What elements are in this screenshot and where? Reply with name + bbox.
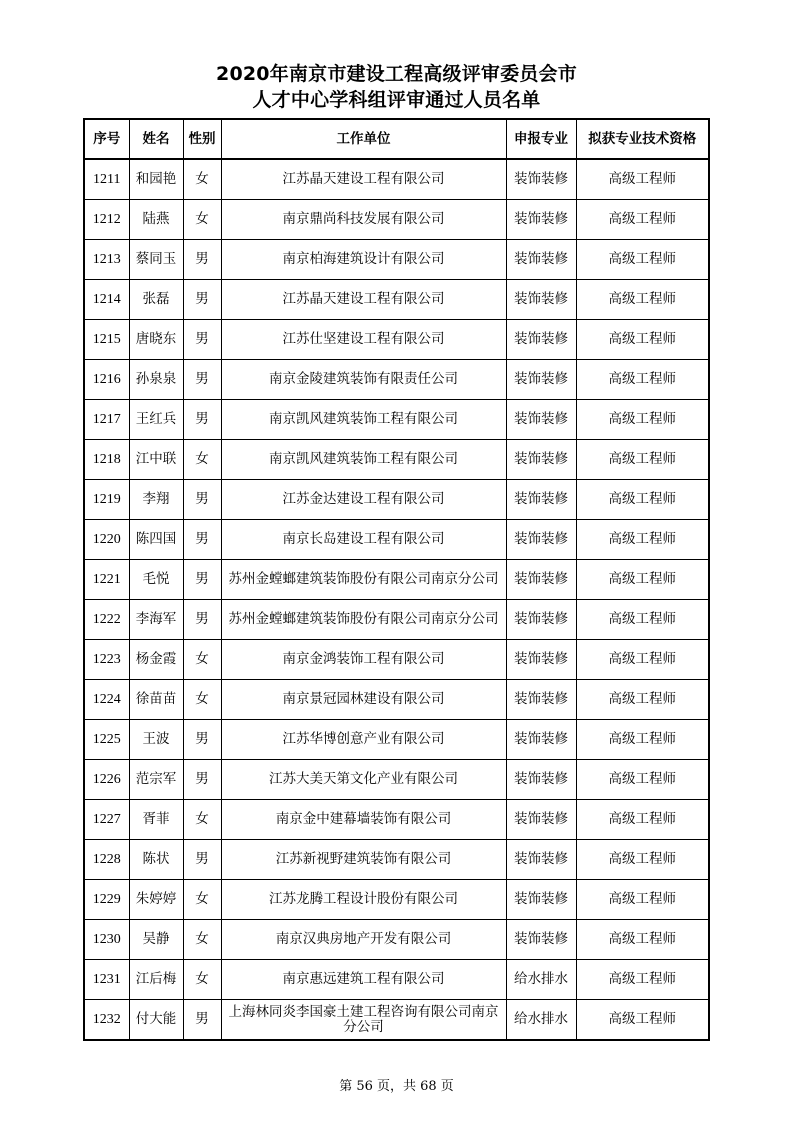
cell-major: 装饰装修 (506, 320, 576, 360)
table-row (84, 840, 709, 880)
cell-company: 苏州金螳螂建筑装饰股份有限公司南京分公司 (221, 560, 506, 600)
cell-major: 装饰装修 (506, 280, 576, 320)
header-qualification: 拟获专业技术资格 (576, 119, 709, 159)
cell-company: 南京凯风建筑装饰工程有限公司 (221, 440, 506, 480)
cell-qualification: 高级工程师 (576, 400, 709, 440)
cell-name: 徐苗苗 (129, 680, 183, 720)
cell-qualification: 高级工程师 (576, 920, 709, 960)
cell-qualification: 高级工程师 (576, 640, 709, 680)
cell-gender: 男 (183, 840, 221, 880)
table-row (84, 800, 709, 840)
cell-gender: 男 (183, 240, 221, 280)
cell-no: 1211 (84, 159, 129, 200)
cell-company: 南京长岛建设工程有限公司 (221, 520, 506, 560)
cell-no: 1226 (84, 760, 129, 800)
cell-qualification: 高级工程师 (576, 480, 709, 520)
cell-major: 给水排水 (506, 960, 576, 1000)
cell-qualification: 高级工程师 (576, 159, 709, 200)
cell-major: 装饰装修 (506, 159, 576, 200)
cell-company: 江苏晶天建设工程有限公司 (221, 280, 506, 320)
table-row (84, 880, 709, 920)
cell-gender: 男 (183, 400, 221, 440)
cell-qualification: 高级工程师 (576, 1000, 709, 1041)
cell-no: 1229 (84, 880, 129, 920)
cell-name: 范宗军 (129, 760, 183, 800)
cell-major: 装饰装修 (506, 200, 576, 240)
cell-company: 上海林同炎李国豪土建工程咨询有限公司南京分公司 (221, 1000, 506, 1041)
cell-qualification: 高级工程师 (576, 440, 709, 480)
cell-no: 1228 (84, 840, 129, 880)
cell-no: 1217 (84, 400, 129, 440)
cell-major: 装饰装修 (506, 520, 576, 560)
cell-no: 1231 (84, 960, 129, 1000)
cell-no: 1215 (84, 320, 129, 360)
cell-gender: 女 (183, 680, 221, 720)
cell-company: 南京惠远建筑工程有限公司 (221, 960, 506, 1000)
cell-no: 1218 (84, 440, 129, 480)
table-row (84, 1000, 709, 1041)
cell-gender: 男 (183, 360, 221, 400)
table-row (84, 320, 709, 360)
table-header-row (84, 119, 709, 159)
table-row (84, 480, 709, 520)
cell-qualification: 高级工程师 (576, 840, 709, 880)
cell-major: 装饰装修 (506, 360, 576, 400)
cell-gender: 女 (183, 800, 221, 840)
cell-name: 李海军 (129, 600, 183, 640)
table-row (84, 720, 709, 760)
cell-qualification: 高级工程师 (576, 600, 709, 640)
cell-major: 装饰装修 (506, 560, 576, 600)
cell-qualification: 高级工程师 (576, 520, 709, 560)
cell-gender: 男 (183, 1000, 221, 1041)
cell-company: 南京鼎尚科技发展有限公司 (221, 200, 506, 240)
cell-qualification: 高级工程师 (576, 320, 709, 360)
table-row (84, 960, 709, 1000)
cell-company: 江苏华博创意产业有限公司 (221, 720, 506, 760)
table-row (84, 560, 709, 600)
cell-name: 蔡同玉 (129, 240, 183, 280)
cell-gender: 男 (183, 560, 221, 600)
header-name: 姓名 (129, 119, 183, 159)
cell-qualification: 高级工程师 (576, 680, 709, 720)
cell-no: 1213 (84, 240, 129, 280)
page-footer: 第 56 页，共 68 页 (339, 1079, 454, 1094)
cell-qualification: 高级工程师 (576, 800, 709, 840)
cell-major: 装饰装修 (506, 920, 576, 960)
cell-gender: 男 (183, 480, 221, 520)
cell-qualification: 高级工程师 (576, 960, 709, 1000)
cell-major: 装饰装修 (506, 720, 576, 760)
cell-name: 唐晓东 (129, 320, 183, 360)
table-row (84, 920, 709, 960)
cell-company: 南京凯风建筑装饰工程有限公司 (221, 400, 506, 440)
cell-gender: 女 (183, 440, 221, 480)
cell-name: 毛悦 (129, 560, 183, 600)
cell-qualification: 高级工程师 (576, 560, 709, 600)
cell-gender: 男 (183, 520, 221, 560)
table-row (84, 440, 709, 480)
cell-major: 装饰装修 (506, 240, 576, 280)
cell-major: 装饰装修 (506, 880, 576, 920)
cell-name: 王波 (129, 720, 183, 760)
cell-no: 1216 (84, 360, 129, 400)
cell-no: 1224 (84, 680, 129, 720)
table-row (84, 240, 709, 280)
cell-name: 孙泉泉 (129, 360, 183, 400)
cell-gender: 女 (183, 920, 221, 960)
cell-major: 装饰装修 (506, 440, 576, 480)
cell-no: 1219 (84, 480, 129, 520)
cell-gender: 男 (183, 320, 221, 360)
cell-major: 装饰装修 (506, 400, 576, 440)
cell-qualification: 高级工程师 (576, 760, 709, 800)
cell-no: 1214 (84, 280, 129, 320)
cell-no: 1223 (84, 640, 129, 680)
cell-gender: 女 (183, 159, 221, 200)
cell-company: 江苏大美天第文化产业有限公司 (221, 760, 506, 800)
cell-gender: 男 (183, 280, 221, 320)
cell-company: 南京景冠园林建设有限公司 (221, 680, 506, 720)
cell-name: 张磊 (129, 280, 183, 320)
cell-qualification: 高级工程师 (576, 720, 709, 760)
cell-gender: 女 (183, 880, 221, 920)
cell-gender: 女 (183, 960, 221, 1000)
table-row (84, 200, 709, 240)
cell-major: 装饰装修 (506, 800, 576, 840)
table-row (84, 400, 709, 440)
cell-name: 陈四国 (129, 520, 183, 560)
table-row (84, 600, 709, 640)
cell-major: 装饰装修 (506, 680, 576, 720)
cell-qualification: 高级工程师 (576, 280, 709, 320)
cell-name: 胥菲 (129, 800, 183, 840)
cell-company: 南京金中建幕墙装饰有限公司 (221, 800, 506, 840)
cell-major: 装饰装修 (506, 600, 576, 640)
cell-company: 苏州金螳螂建筑装饰股份有限公司南京分公司 (221, 600, 506, 640)
table-row (84, 680, 709, 720)
cell-major: 装饰装修 (506, 760, 576, 800)
cell-no: 1232 (84, 1000, 129, 1041)
cell-gender: 男 (183, 720, 221, 760)
cell-no: 1227 (84, 800, 129, 840)
cell-company: 江苏新视野建筑装饰有限公司 (221, 840, 506, 880)
document-title-line-2: 人才中心学科组评审通过人员名单 (252, 89, 541, 111)
cell-company: 南京金陵建筑装饰有限责任公司 (221, 360, 506, 400)
cell-name: 杨金霞 (129, 640, 183, 680)
cell-no: 1221 (84, 560, 129, 600)
cell-no: 1222 (84, 600, 129, 640)
cell-company: 南京金鸿装饰工程有限公司 (221, 640, 506, 680)
cell-company: 江苏金达建设工程有限公司 (221, 480, 506, 520)
cell-name: 朱婷婷 (129, 880, 183, 920)
cell-qualification: 高级工程师 (576, 880, 709, 920)
table-row (84, 360, 709, 400)
cell-company: 江苏晶天建设工程有限公司 (221, 159, 506, 200)
table-row (84, 520, 709, 560)
cell-qualification: 高级工程师 (576, 200, 709, 240)
cell-company: 南京柏海建筑设计有限公司 (221, 240, 506, 280)
cell-name: 王红兵 (129, 400, 183, 440)
cell-qualification: 高级工程师 (576, 360, 709, 400)
cell-name: 江后梅 (129, 960, 183, 1000)
cell-name: 和园艳 (129, 159, 183, 200)
cell-name: 付大能 (129, 1000, 183, 1041)
table-row (84, 640, 709, 680)
cell-no: 1220 (84, 520, 129, 560)
header-gender: 性别 (183, 119, 221, 159)
cell-gender: 男 (183, 760, 221, 800)
cell-company: 江苏仕坚建设工程有限公司 (221, 320, 506, 360)
cell-gender: 男 (183, 600, 221, 640)
cell-major: 装饰装修 (506, 640, 576, 680)
cell-name: 江中联 (129, 440, 183, 480)
table-row (84, 760, 709, 800)
cell-major: 装饰装修 (506, 840, 576, 880)
cell-no: 1225 (84, 720, 129, 760)
table-row (84, 280, 709, 320)
cell-name: 李翔 (129, 480, 183, 520)
header-company: 工作单位 (221, 119, 506, 159)
cell-no: 1212 (84, 200, 129, 240)
cell-major: 给水排水 (506, 1000, 576, 1041)
header-no: 序号 (84, 119, 129, 159)
cell-company: 南京汉典房地产开发有限公司 (221, 920, 506, 960)
cell-name: 吴静 (129, 920, 183, 960)
header-major: 申报专业 (506, 119, 576, 159)
cell-name: 陈状 (129, 840, 183, 880)
cell-no: 1230 (84, 920, 129, 960)
cell-major: 装饰装修 (506, 480, 576, 520)
cell-company: 江苏龙腾工程设计股份有限公司 (221, 880, 506, 920)
table-row (84, 159, 709, 200)
document-title-line-1: 2020年南京市建设工程高级评审委员会市 (216, 63, 577, 85)
personnel-table (83, 118, 710, 1041)
cell-qualification: 高级工程师 (576, 240, 709, 280)
cell-gender: 女 (183, 640, 221, 680)
cell-gender: 女 (183, 200, 221, 240)
cell-name: 陆燕 (129, 200, 183, 240)
